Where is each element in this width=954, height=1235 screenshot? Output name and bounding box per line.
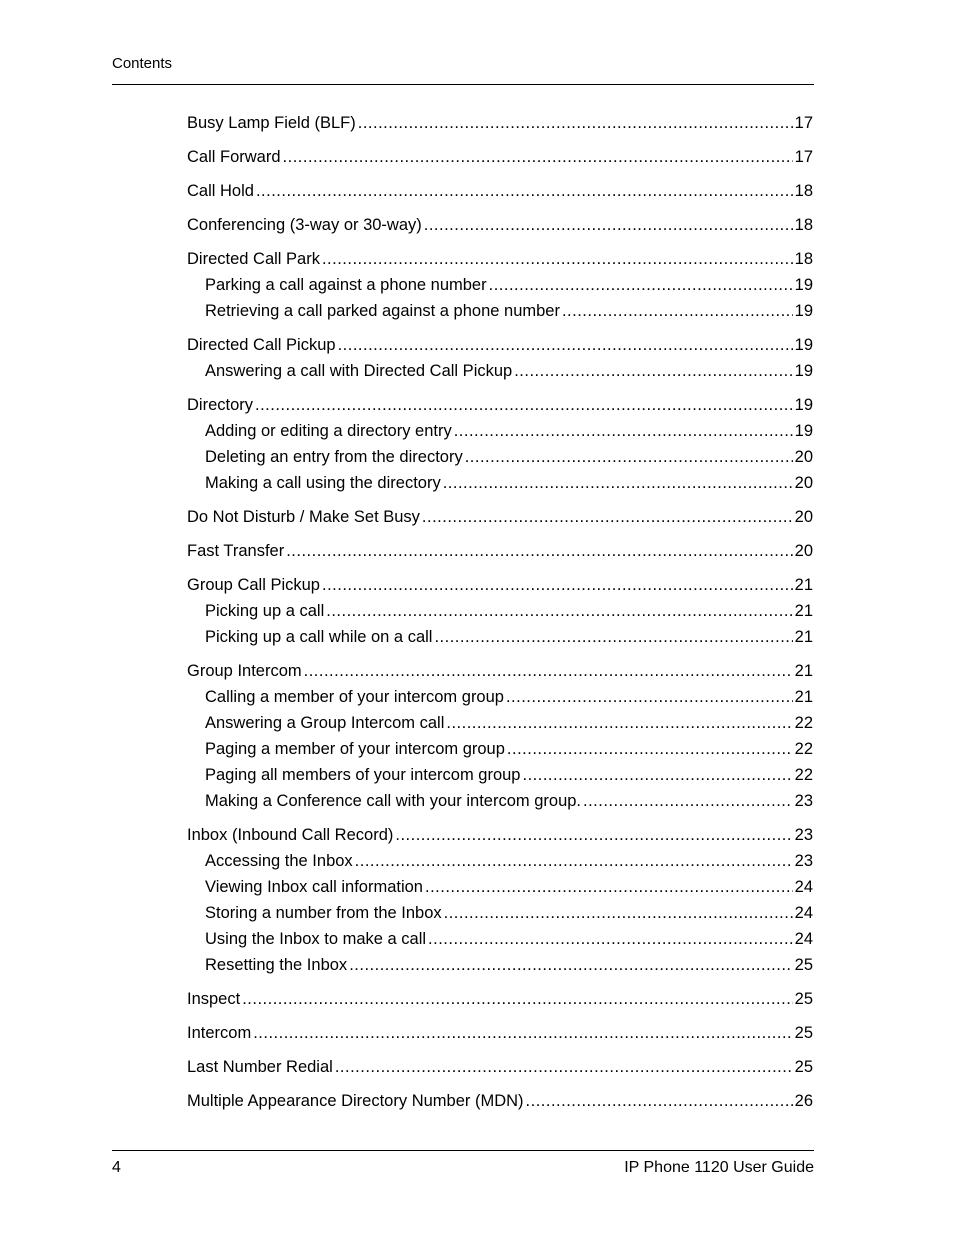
toc-dot-leader <box>489 272 793 298</box>
toc-entry-page: 19 <box>794 302 813 320</box>
toc-entry-title: Storing a number from the Inbox <box>205 904 442 922</box>
toc-entry-title: Inbox (Inbound Call Record) <box>187 826 394 844</box>
toc-entry-title: Last Number Redial <box>187 1058 333 1076</box>
toc-entry-page: 19 <box>794 336 813 354</box>
toc-dot-leader <box>256 178 793 204</box>
toc-subentry[interactable] <box>187 710 813 736</box>
toc-entry[interactable] <box>187 1088 813 1114</box>
toc-dot-leader <box>322 246 793 272</box>
toc-entry-title: Paging all members of your intercom group <box>205 766 521 784</box>
toc-entry-title: Fast Transfer <box>187 542 285 560</box>
toc-subentry[interactable] <box>187 470 813 496</box>
toc-subentry[interactable] <box>187 874 813 900</box>
toc-subentry[interactable] <box>187 900 813 926</box>
toc-entry-title: Parking a call against a phone number <box>205 276 487 294</box>
toc-entry-page: 17 <box>794 148 813 166</box>
toc-entry[interactable] <box>187 572 813 598</box>
toc-entry-page: 19 <box>794 276 813 294</box>
toc-entry-page: 21 <box>794 628 813 646</box>
toc-entry[interactable] <box>187 212 813 238</box>
toc-dot-leader <box>465 444 793 470</box>
running-header: Contents <box>112 55 173 72</box>
toc-entry-title: Resetting the Inbox <box>205 956 348 974</box>
toc-subentry[interactable] <box>187 598 813 624</box>
toc-entry-page: 22 <box>794 714 813 732</box>
table-of-contents <box>187 110 813 1114</box>
toc-entry-title: Using the Inbox to make a call <box>205 930 427 948</box>
toc-dot-leader <box>422 504 793 530</box>
toc-dot-leader <box>583 788 793 814</box>
toc-entry-title: Making a Conference call with your intercom group. <box>205 792 582 810</box>
toc-entry-title: Directed Call Pickup <box>187 336 336 354</box>
toc-dot-leader <box>434 624 792 650</box>
toc-dot-leader <box>355 848 793 874</box>
toc-subentry[interactable] <box>187 624 813 650</box>
toc-dot-leader <box>255 392 793 418</box>
toc-entry-title: Viewing Inbox call information <box>205 878 423 896</box>
toc-dot-leader <box>444 900 793 926</box>
toc-dot-leader <box>338 332 793 358</box>
toc-entry-page: 19 <box>794 362 813 380</box>
toc-dot-leader <box>304 658 793 684</box>
toc-subentry[interactable] <box>187 272 813 298</box>
toc-entry-page: 17 <box>794 114 813 132</box>
header-divider <box>112 84 814 85</box>
toc-entry[interactable] <box>187 1054 813 1080</box>
toc-entry[interactable] <box>187 392 813 418</box>
toc-entry-title: Conferencing (3-way or 30-way) <box>187 216 422 234</box>
toc-entry-page: 25 <box>794 956 813 974</box>
toc-entry-page: 22 <box>794 766 813 784</box>
toc-entry-title: Answering a Group Intercom call <box>205 714 445 732</box>
toc-entry[interactable] <box>187 178 813 204</box>
toc-entry-title: Making a call using the directory <box>205 474 441 492</box>
toc-entry-title: Inspect <box>187 990 241 1008</box>
toc-entry-title: Directory <box>187 396 254 414</box>
toc-entry-page: 20 <box>794 474 813 492</box>
toc-entry-title: Picking up a call <box>205 602 325 620</box>
toc-entry-page: 21 <box>794 602 813 620</box>
toc-dot-leader <box>446 710 792 736</box>
toc-entry[interactable] <box>187 332 813 358</box>
toc-dot-leader <box>514 358 792 384</box>
toc-entry-page: 23 <box>794 792 813 810</box>
toc-entry-page: 25 <box>794 1058 813 1076</box>
toc-entry-page: 23 <box>794 852 813 870</box>
toc-dot-leader <box>526 1088 793 1114</box>
toc-entry-title: Group Call Pickup <box>187 576 320 594</box>
toc-subentry[interactable] <box>187 736 813 762</box>
toc-subentry[interactable] <box>187 684 813 710</box>
toc-dot-leader <box>562 298 793 324</box>
toc-entry-page: 20 <box>794 448 813 466</box>
toc-entry-page: 25 <box>794 1024 813 1042</box>
toc-entry[interactable] <box>187 986 813 1012</box>
toc-entry-page: 25 <box>794 990 813 1008</box>
toc-entry-title: Busy Lamp Field (BLF) <box>187 114 356 132</box>
toc-entry-page: 19 <box>794 422 813 440</box>
toc-entry-page: 26 <box>794 1092 813 1110</box>
toc-entry-title: Deleting an entry from the directory <box>205 448 463 466</box>
toc-entry-title: Adding or editing a directory entry <box>205 422 452 440</box>
toc-dot-leader <box>283 144 793 170</box>
toc-entry-page: 20 <box>794 508 813 526</box>
toc-subentry[interactable] <box>187 952 813 978</box>
toc-entry-page: 18 <box>794 216 813 234</box>
toc-subentry[interactable] <box>187 358 813 384</box>
toc-entry-title: Accessing the Inbox <box>205 852 353 870</box>
toc-entry-title: Answering a call with Directed Call Pickup <box>205 362 513 380</box>
toc-entry-page: 19 <box>794 396 813 414</box>
toc-entry[interactable] <box>187 658 813 684</box>
toc-subentry[interactable] <box>187 418 813 444</box>
toc-dot-leader <box>454 418 793 444</box>
toc-dot-leader <box>424 212 793 238</box>
toc-entry-page: 21 <box>794 576 813 594</box>
toc-dot-leader <box>358 110 793 136</box>
toc-entry-page: 18 <box>794 182 813 200</box>
guide-title: IP Phone 1120 User Guide <box>624 1159 814 1176</box>
toc-entry[interactable] <box>187 246 813 272</box>
toc-entry-page: 24 <box>794 878 813 896</box>
toc-dot-leader <box>507 736 793 762</box>
toc-entry-title: Group Intercom <box>187 662 302 680</box>
toc-entry-page: 22 <box>794 740 813 758</box>
toc-dot-leader <box>425 874 793 900</box>
toc-entry-title: Retrieving a call parked against a phone number <box>205 302 560 320</box>
toc-entry-page: 18 <box>794 250 813 268</box>
page-number: 4 <box>112 1159 121 1176</box>
toc-entry[interactable] <box>187 504 813 530</box>
toc-entry-page: 24 <box>794 930 813 948</box>
toc-dot-leader <box>335 1054 793 1080</box>
toc-entry-page: 21 <box>794 662 813 680</box>
toc-dot-leader <box>253 1020 792 1046</box>
toc-entry[interactable] <box>187 538 813 564</box>
toc-dot-leader <box>428 926 793 952</box>
toc-entry-title: Intercom <box>187 1024 252 1042</box>
toc-dot-leader <box>286 538 792 564</box>
toc-subentry[interactable] <box>187 444 813 470</box>
toc-dot-leader <box>522 762 792 788</box>
toc-entry-title: Call Forward <box>187 148 281 166</box>
toc-subentry[interactable] <box>187 848 813 874</box>
toc-entry-page: 24 <box>794 904 813 922</box>
toc-entry-title: Picking up a call while on a call <box>205 628 433 646</box>
toc-dot-leader <box>322 572 793 598</box>
toc-entry-page: 21 <box>794 688 813 706</box>
toc-subentry[interactable] <box>187 762 813 788</box>
toc-entry[interactable] <box>187 110 813 136</box>
toc-dot-leader <box>349 952 792 978</box>
toc-entry-title: Call Hold <box>187 182 254 200</box>
toc-subentry[interactable] <box>187 926 813 952</box>
toc-entry-title: Paging a member of your intercom group <box>205 740 505 758</box>
toc-dot-leader <box>395 822 792 848</box>
toc-entry-page: 23 <box>794 826 813 844</box>
toc-entry-title: Directed Call Park <box>187 250 320 268</box>
toc-subentry[interactable] <box>187 298 813 324</box>
toc-entry[interactable] <box>187 822 813 848</box>
toc-dot-leader <box>242 986 792 1012</box>
toc-dot-leader <box>326 598 792 624</box>
toc-entry-title: Calling a member of your intercom group <box>205 688 504 706</box>
toc-entry-title: Do Not Disturb / Make Set Busy <box>187 508 420 526</box>
toc-entry[interactable] <box>187 1020 813 1046</box>
toc-dot-leader <box>506 684 793 710</box>
footer-divider <box>112 1150 814 1151</box>
toc-dot-leader <box>443 470 793 496</box>
toc-entry[interactable] <box>187 144 813 170</box>
toc-entry-page: 20 <box>794 542 813 560</box>
toc-entry-title: Multiple Appearance Directory Number (MDN) <box>187 1092 524 1110</box>
toc-subentry[interactable] <box>187 788 813 814</box>
